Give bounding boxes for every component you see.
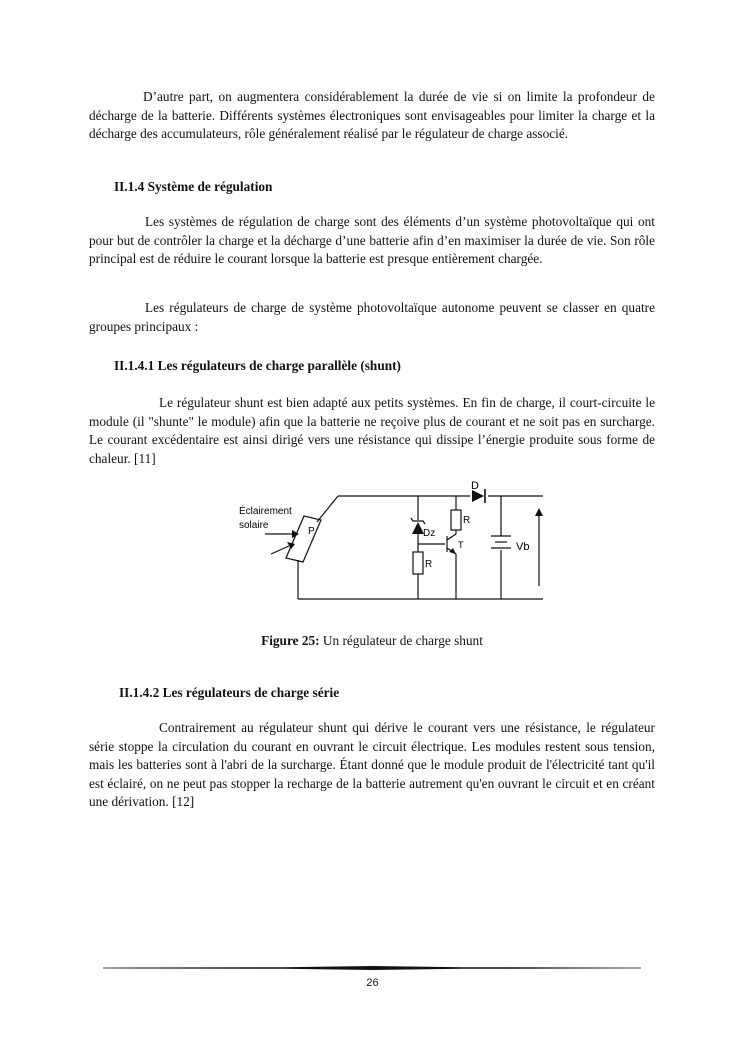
illumination-label-line1: Éclairement [239,506,292,517]
illumination-label-line2: solaire [239,520,269,531]
regulation-paragraph-1: Les systèmes de régulation de charge sont des éléments d’un système photovoltaïque qui ont pour but de contrôler la charge et la décharge d’une batterie afin d’en maximiser la durée de vie. Son rôle principal est de réduire le courant lorsque la batterie est presque entièrement chargée. [89,214,655,267]
figure-label: Figure 25: [261,633,320,648]
solar-panel-shape [286,516,321,562]
resistor-top-label: R [463,515,471,526]
footer-divider [103,965,641,971]
section-heading-systeme-regulation: II.1.4 Système de régulation [114,179,273,194]
zener-label: Dz [423,528,436,539]
shunt-regulator-circuit-diagram [225,478,550,608]
serie-paragraph: Contrairement au régulateur shunt qui dérive le courant vers une résistance, le régulateur série stoppe la circulation du courant en ouvrant le circuit électrique. Les modules restent sous tension, mais les batteries sont à l'abri de la surcharge. Étant donné que le module produit de l'électricité tant qu'il est éclairé, on ne peut pas stopper la recharge de la batterie autrement qu'en ouvrant le circuit et en créant une dérivation. [12] [89,720,655,810]
battery-voltage-label: Vb [516,541,530,553]
intro-paragraph: D’autre part, on augmentera considérablement la durée de vie si on limite la profondeur de décharge de la batterie. Différents systèmes électroniques sont envisageables pour limiter la charge et la décharge des accumulateurs, rôle généralement réalisé par le régulateur de charge associé. [89,89,655,142]
section-heading-shunt: II.1.4.1 Les régulateurs de charge parallèle (shunt) [114,358,401,373]
resistor-bottom-shape [413,552,423,574]
regulation-paragraph-2: Les régulateurs de charge de système photovoltaïque autonome peuvent se classer en quatre groupes principaux : [89,300,655,334]
resistor-top-shape [451,510,461,530]
transistor-label: T [458,540,464,550]
diode-label: D [471,480,479,492]
figure-caption-text: Un régulateur de charge shunt [322,633,483,648]
figure-caption [89,632,655,650]
resistor-bottom-label: R [425,559,433,570]
section-heading-serie: II.1.4.2 Les régulateurs de charge série [119,685,340,700]
shunt-paragraph: Le régulateur shunt est bien adapté aux petits systèmes. En fin de charge, il court-circuite le module (il "shunte" le module) afin que la batterie ne reçoive plus de courant et ne soit pas en surcharge. Le courant excédentaire est ainsi dirigé vers une résistance qui dissipe l’énergie produite sous forme de chaleur. [11] [89,395,655,466]
page-number: 26 [366,977,379,989]
panel-label: P [308,526,315,537]
